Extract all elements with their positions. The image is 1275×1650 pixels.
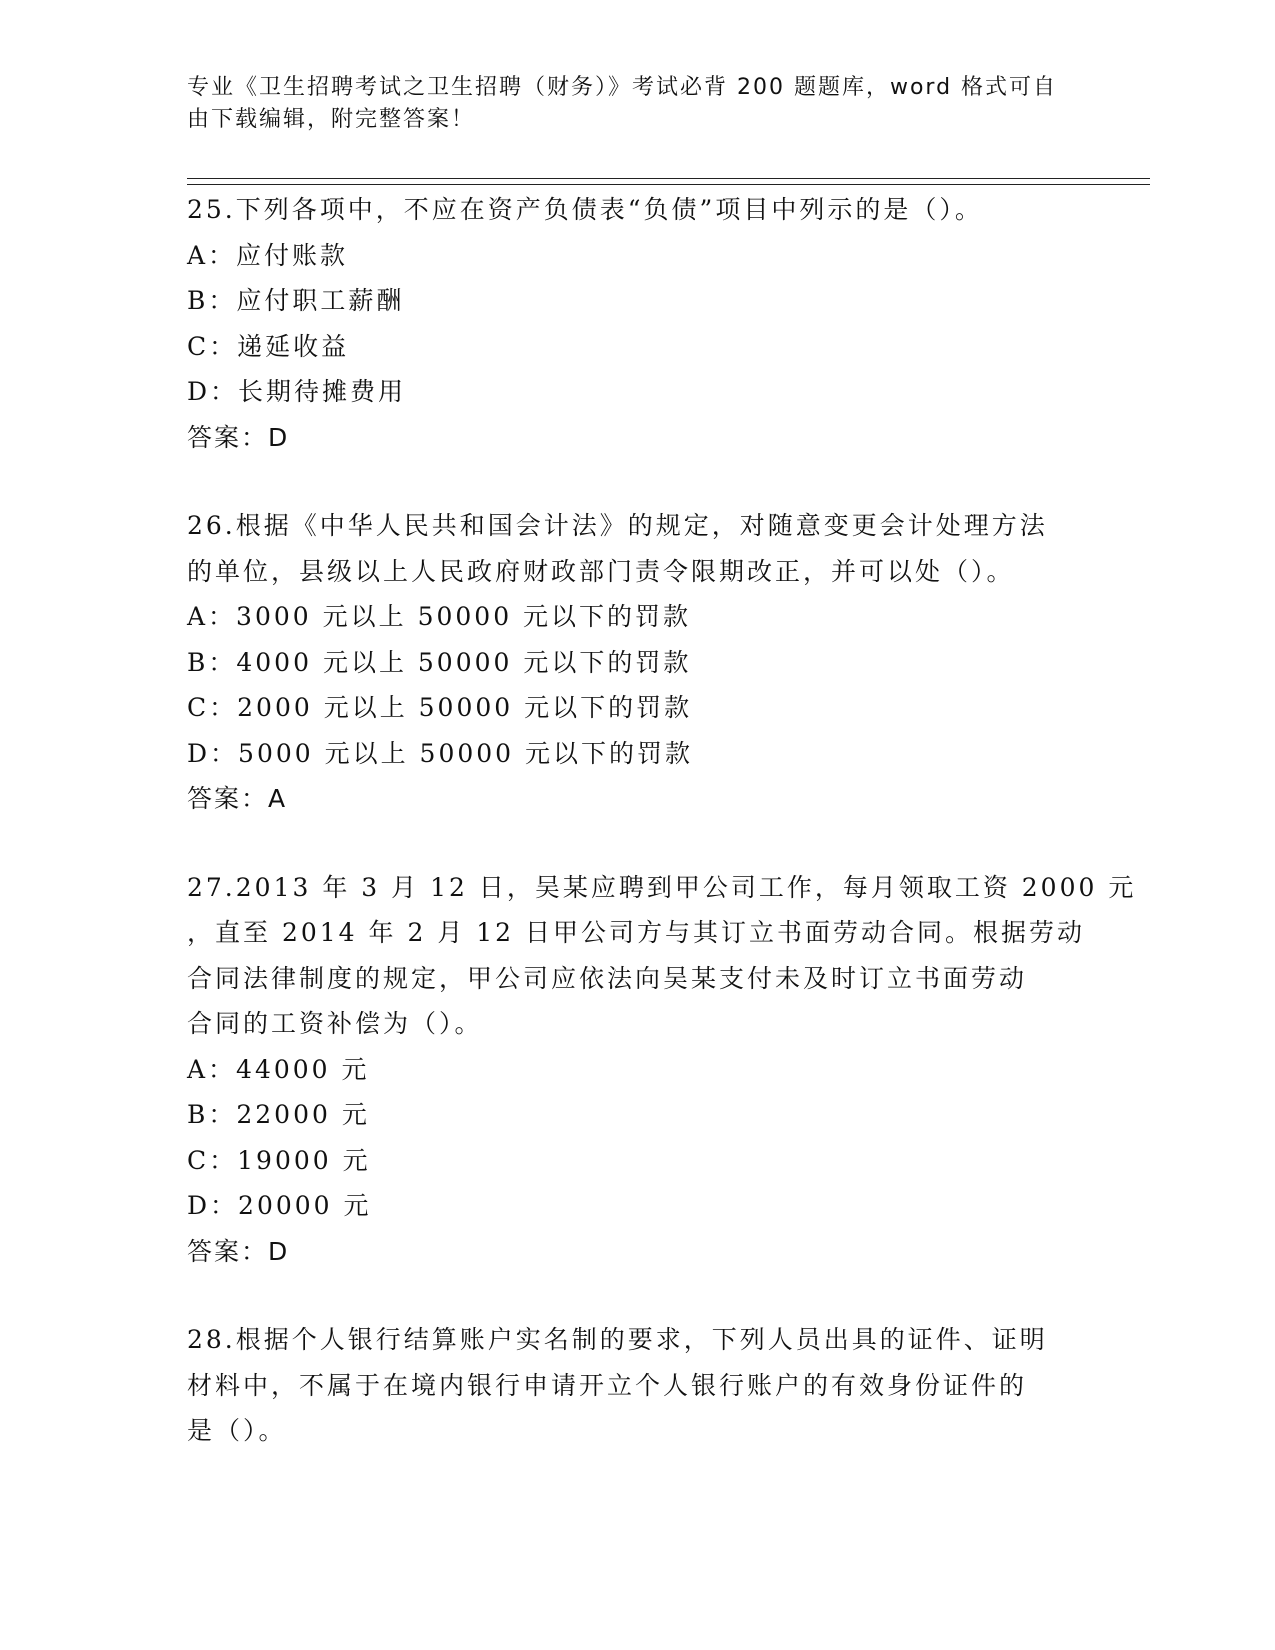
answer-line: 答案：D — [187, 422, 290, 452]
question-27 — [187, 865, 1137, 1275]
option-d: D：5000 元以上 50000 元以下的罚款 — [187, 738, 694, 768]
option-b: B：22000 元 — [187, 1100, 370, 1129]
answer-line: 答案：A — [187, 784, 288, 813]
header-line-2: 由下载编辑，附完整答案！ — [187, 107, 476, 132]
option-c: C：递延收益 — [187, 331, 350, 361]
question-list — [187, 187, 1137, 1497]
header-line-1: 专业《卫生招聘考试之卫生招聘（财务）》考试必背 200 题题库，word 格式可自 — [187, 75, 1058, 100]
question-stem-line-2: 的单位，县级以上人民政府财政部门责令限期改正，并可以处（）。 — [187, 556, 1015, 586]
question-26 — [187, 503, 1087, 822]
question-stem-line-2: ，直至 2014 年 2 月 12 日甲公司方与其订立书面劳动合同。根据劳动 — [187, 918, 1086, 947]
header-divider-top — [187, 178, 1150, 179]
answer-line: 答案：D — [187, 1236, 290, 1266]
question-stem-line-1: 27.2013 年 3 月 12 日，吴某应聘到甲公司工作，每月领取工资 2000 元 — [187, 872, 1137, 902]
question-stem-line-3: 合同法律制度的规定，甲公司应依法向吴某支付未及时订立书面劳动 — [187, 963, 1028, 993]
question-stem-line-4: 合同的工资补偿为（）。 — [187, 1009, 483, 1038]
question-stem-line-3: 是（）。 — [187, 1416, 287, 1445]
option-a: A：44000 元 — [187, 1054, 370, 1084]
option-d: D：长期待摊费用 — [187, 377, 407, 406]
option-a: A：应付账款 — [187, 240, 349, 270]
option-c: C：19000 元 — [187, 1145, 371, 1175]
question-stem-line-1: 28.根据个人银行结算账户实名制的要求，下列人员出具的证件、证明 — [187, 1325, 1048, 1354]
option-b: B：应付职工薪酬 — [187, 286, 405, 315]
question-stem: 25.下列各项中，不应在资产负债表“负债”项目中列示的是（）。 — [187, 195, 983, 224]
question-28 — [187, 1317, 1087, 1454]
question-stem-line-1: 26.根据《中华人民共和国会计法》的规定，对随意变更会计处理方法 — [187, 511, 1048, 540]
option-b: B：4000 元以上 50000 元以下的罚款 — [187, 647, 692, 677]
option-a: A：3000 元以上 50000 元以下的罚款 — [187, 602, 692, 631]
header-divider-bottom — [187, 184, 1150, 185]
option-c: C：2000 元以上 50000 元以下的罚款 — [187, 693, 693, 722]
option-d: D：20000 元 — [187, 1191, 372, 1220]
question-stem-line-2: 材料中，不属于在境内银行申请开立个人银行账户的有效身份证件的 — [187, 1370, 1028, 1400]
document-header — [187, 72, 1067, 136]
question-25 — [187, 187, 1087, 460]
